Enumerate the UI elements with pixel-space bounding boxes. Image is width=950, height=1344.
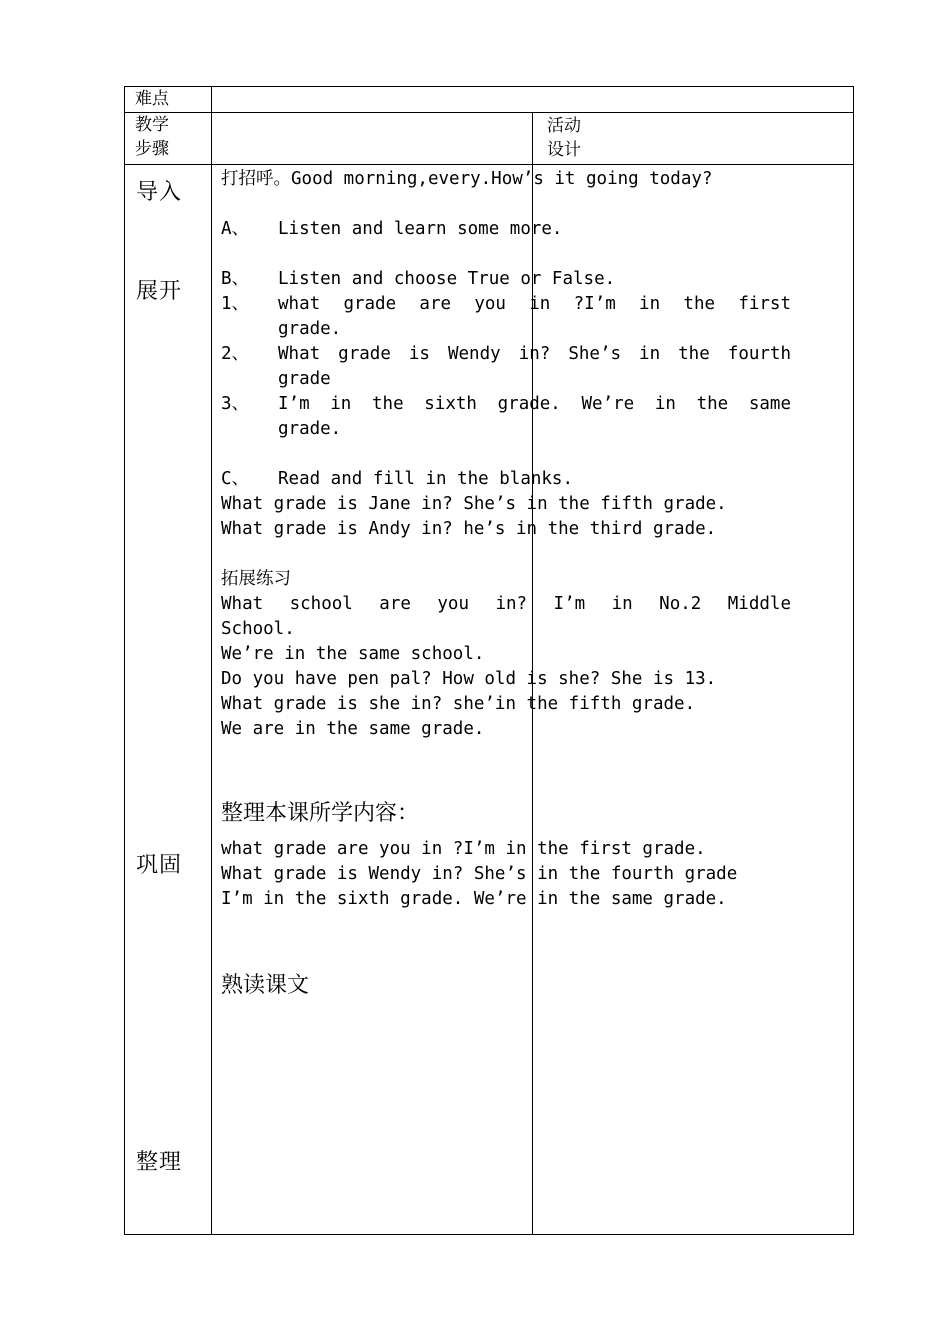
extension-line-1: What school are you in? I’m in No.2 Middle bbox=[221, 594, 791, 614]
steps-header-row bbox=[125, 113, 854, 165]
extension-line-5: What grade is she in? she’in the fifth grade. bbox=[221, 694, 696, 714]
homework-line: 熟读课文 bbox=[221, 973, 310, 998]
lesson-content-cell bbox=[212, 165, 791, 1235]
part-b-item-2: 2、 What grade is Wendy in? She’s in the fourth grade bbox=[221, 344, 791, 389]
part-c-line-2: What grade is Andy in? he’s in the third grade. bbox=[221, 519, 717, 539]
steps-label: 教学 步骤 bbox=[125, 113, 212, 165]
extension-title: 拓展练习 bbox=[221, 569, 291, 589]
greeting-line: 打招呼。Good morning,every.How’s it going today? bbox=[221, 169, 713, 189]
review-line-2: What grade is Wendy in? She’s in the fourth grade bbox=[221, 864, 738, 884]
part-a: A、 Listen and learn some more. bbox=[221, 219, 563, 239]
part-b: B、 Listen and choose True or False. bbox=[221, 269, 616, 289]
review-title: 整理本课所学内容： bbox=[221, 801, 420, 826]
section-develop: 展开 bbox=[136, 279, 183, 304]
section-intro: 导入 bbox=[136, 180, 183, 205]
difficulty-content bbox=[212, 87, 854, 113]
section-consolidate: 巩固 bbox=[136, 853, 183, 878]
extension-line-3: We’re in the same school. bbox=[221, 644, 485, 664]
extension-line-4: Do you have pen pal? How old is she? She is 13. bbox=[221, 669, 717, 689]
part-b-item-3: 3、 I’m in the sixth grade. We’re in the same grade. bbox=[221, 394, 791, 439]
extension-line-6: We are in the same grade. bbox=[221, 719, 485, 739]
review-line-3: I’m in the sixth grade. We’re in the same grade. bbox=[221, 889, 727, 909]
section-summary: 整理 bbox=[136, 1150, 183, 1175]
activity-label: 活动 设计 bbox=[533, 113, 854, 165]
difficulty-row bbox=[125, 87, 854, 113]
lesson-plan-table bbox=[124, 86, 854, 1235]
review-line-1: what grade are you in ?I’m in the first grade. bbox=[221, 839, 706, 859]
difficulty-label: 难点 bbox=[125, 87, 212, 113]
part-c-line-1: What grade is Jane in? She’s in the fifth grade. bbox=[221, 494, 727, 514]
part-c: C、 Read and fill in the blanks. bbox=[221, 469, 574, 489]
steps-header-content bbox=[212, 113, 533, 165]
lesson-content bbox=[221, 167, 791, 1001]
section-labels-cell bbox=[125, 165, 212, 1235]
part-b-item-1: 1、 what grade are you in ?I’m in the first grade. bbox=[221, 294, 791, 339]
extension-line-2: School. bbox=[221, 619, 295, 639]
body-row bbox=[125, 165, 854, 1235]
